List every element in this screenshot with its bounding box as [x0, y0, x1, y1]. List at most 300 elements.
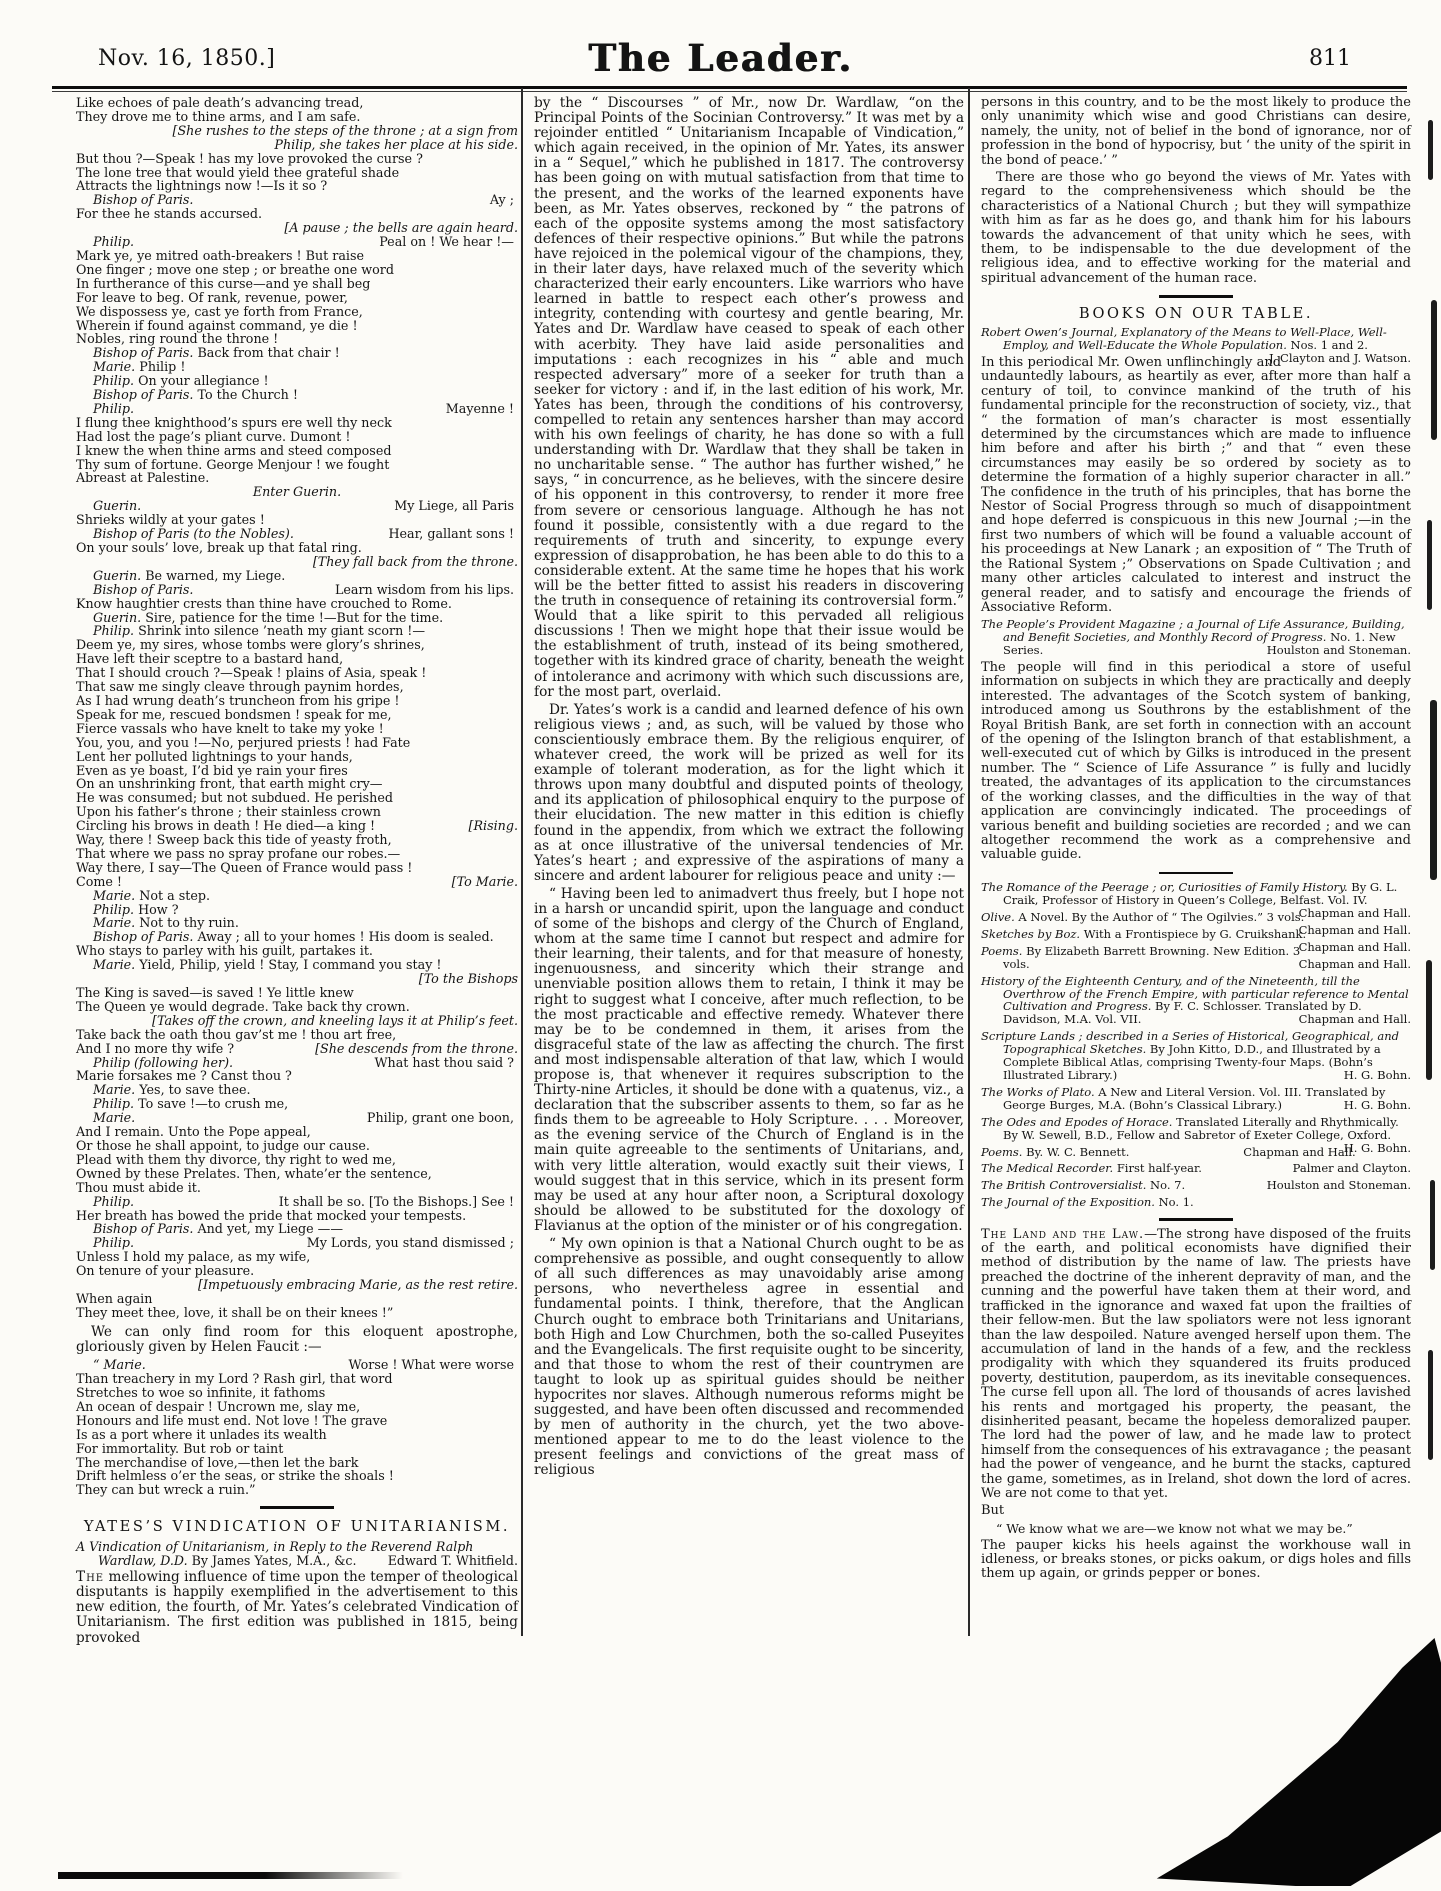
book-title: The People’s Provident Magazine ; a Journal of Life Assurance, Building, and Benefit Societies, and Monthly Record of Progress.	[981, 617, 1405, 645]
paragraph: The people will find in this periodical a store of useful information on subjects in which they are practically and deeply interested. The advantages of the Scotch system of banking, introduced among us Southrons by the establishment of the Royal British Bank, are set forth in connection with an account of the opening of the Islington branch of that establishment, a well-executed cut of which by Gilks is introduced in the present number. The “ Science of Life Assurance ” is fully and lucidly treated, the advantages of its application to the circumstances of the working classes, and the difficulties in the way of that application are convincingly indicated. The proceedings of various benefit and building societies are recorded ; and we can altogether recommend the work as a comprehensive and valuable guide.	[981, 660, 1411, 863]
verse-text: Peal on ! We hear !—	[379, 234, 514, 250]
masthead-title: The Leader.	[588, 36, 853, 80]
book-title: Robert Owen’s Journal, Explanatory of the Means to Well-Place, Well-Employ, and Well-Educate the Whole Population.	[981, 325, 1387, 353]
verse-line	[76, 583, 518, 597]
book-title: The British Controversialist.	[981, 1178, 1147, 1193]
verse-text: Deem ye, my sires, whose tombs were glory’s shrines,	[76, 637, 425, 653]
book-entry	[981, 1146, 1411, 1159]
verse-line	[76, 1428, 518, 1442]
book-detail: First half-year.	[1113, 1161, 1202, 1176]
book-detail: With a Frontispiece by G. Cruikshank.	[1080, 926, 1307, 941]
verse-line	[76, 1153, 518, 1167]
verse-text: To save !—to crush me,	[138, 1096, 289, 1112]
book-publisher: H. G. Bohn.	[1343, 1068, 1411, 1082]
verse-text: Plead with them thy divorce, thy right to wed me,	[76, 1151, 396, 1167]
book-entry	[981, 975, 1411, 1027]
verse-line	[76, 708, 518, 722]
paragraph: “ We know what we are—we know not what we may be.”	[996, 1520, 1353, 1536]
verse-line	[76, 305, 518, 319]
verse-line	[76, 791, 518, 805]
book-detail: By Elizabeth Barrett Browning. New Edition. 3 vols.	[1003, 943, 1301, 971]
verse-text: The lone tree that would yield thee grateful shade	[76, 164, 400, 180]
verse-text: Wherein if found against command, ye die !	[76, 317, 358, 333]
book-detail: No. 1. New Series.	[1003, 630, 1396, 658]
verse-text: My Liege, all Paris	[394, 498, 514, 514]
verse-text: Hear, gallant sons !	[388, 526, 514, 542]
verse-text: Stretches to woe so infinite, it fathoms	[76, 1384, 326, 1400]
speaker-name: Marie.	[93, 915, 136, 931]
book-detail: By. W. C. Bennett.	[1022, 1144, 1130, 1159]
verse-text: We dispossess ye, cast ye forth from France,	[76, 303, 363, 319]
paragraph: persons in this country, and to be the most likely to produce the only unanimity which wise and good Christians can desire, namely, the unity, not of belief in the bond of ignorance, nor of profession in the bond of hypocrisy, but ‘ the unity of the spirit in the bond of peace.’ ”	[981, 95, 1411, 168]
speaker-name: Philip.	[93, 1235, 135, 1251]
verse-text: Mark ye, ye mitred oath-breakers ! But raise	[76, 247, 364, 263]
column-middle	[534, 96, 964, 1482]
verse-text: Thy sum of fortune. George Menjour ! we fought	[76, 456, 390, 472]
verse-text: Unless I hold my palace, as my wife,	[76, 1249, 311, 1265]
verse-line	[76, 499, 518, 513]
verse-line	[76, 527, 518, 541]
verse-line	[76, 764, 518, 778]
verse-line	[76, 1456, 518, 1470]
page-number: 811	[1309, 46, 1351, 71]
verse-line	[76, 179, 518, 193]
book-entry	[981, 1179, 1411, 1192]
verse-text: [A pause ; the bells are again heard.	[284, 220, 518, 236]
verse-line	[76, 736, 518, 750]
verse-line	[76, 1000, 518, 1014]
verse-line	[76, 1111, 518, 1125]
verse-text: They can but wreck a ruin.”	[76, 1482, 256, 1498]
book-publisher: Chapman and Hall.	[1243, 1144, 1356, 1159]
speaker-name: Bishop of Paris.	[93, 1221, 194, 1237]
verse-text: That saw me singly cleave through paynim hordes,	[76, 679, 404, 695]
verse-text: I flung thee knighthood’s spurs ere well thy neck	[76, 414, 392, 430]
book-title: The Journal of the Exposition.	[981, 1195, 1155, 1210]
stage-direction: [She descends from the throne.	[315, 1040, 518, 1056]
speaker-name: Philip.	[93, 1096, 135, 1112]
verse-text: An ocean of despair ! Uncrown me, slay me,	[76, 1398, 361, 1414]
verse-text: Worse ! What were worse	[348, 1357, 514, 1373]
verse-text: On tenure of your pleasure.	[76, 1263, 255, 1279]
speaker-name: Philip.	[93, 400, 135, 416]
verse-line	[76, 1028, 518, 1042]
verse-text: [She rushes to the steps of the throne ; at a sign from	[172, 122, 518, 138]
divider-rule	[1159, 295, 1233, 298]
book-detail: No. 1.	[1154, 1195, 1194, 1210]
verse-text: Lent her polluted lightnings to your hands,	[76, 748, 353, 764]
verse-line	[76, 277, 518, 291]
verse-line	[76, 1097, 518, 1111]
scan-artifact	[1430, 1180, 1435, 1270]
paragraph: “ My own opinion is that a National Church ought to be as comprehensive as possible, and ought consequently to allow of all such differences as may unavoidably arise among persons, who nevertheless agree in essential and fundamental points. I think, therefore, that the Anglican Church ought to embrace both Trinitarians and Unitarians, both High and Low Churchmen, both the so-called Puseyites and the Evangelicals. The first requisite ought to be sincerity, and that those to whom the rest of their countrymen are taught to look up as spiritual guides should be neither hypocrites nor slaves. Although numerous reforms might be suggested, and have been often discussed and recommended by men of authority in the church, yet the two above-mentioned appear to me to do the least violence to the present feelings and convictions of the great mass of religious	[534, 1236, 964, 1479]
verse-text: Attracts the lightnings now !—Is it so ?	[76, 178, 328, 194]
book-publisher: Chapman and Hall.	[1298, 906, 1411, 921]
book-publisher: Houlston and Stoneman.	[1266, 1178, 1411, 1193]
verse-line	[76, 1236, 518, 1250]
header-rule-thin	[52, 91, 1407, 92]
book-detail: By James Yates, M.A., &c.	[187, 1552, 357, 1568]
book-publisher: J. Clayton and J. Watson.	[1269, 351, 1411, 365]
book-publisher: Chapman and Hall.	[1298, 939, 1411, 954]
verse-line	[76, 1125, 518, 1139]
verse-line	[76, 291, 518, 305]
verse-text: The King is saved—is saved ! Ye little knew	[76, 985, 354, 1000]
verse-line	[76, 96, 518, 110]
verse-line	[76, 263, 518, 277]
verse-line	[76, 555, 518, 569]
verse-line	[76, 1209, 518, 1223]
scan-artifact	[58, 1872, 403, 1879]
verse-text: Philip, she takes her place at his side.	[274, 136, 518, 152]
paragraph: There are those who go beyond the views of Mr. Yates with regard to the comprehensiveness which should be the characteristics of a National Church ; but they will sympathize with him as far as he does go, and thank him for his labours towards the advancement of that unity which he sees, with them, to be indispensable to the due development of the religious idea, and to effective working for the material and spiritual advancement of the human race.	[981, 170, 1411, 286]
verse-text: Shrieks wildly at your gates !	[76, 512, 265, 528]
verse-text: Away ; all to your homes ! His doom is sealed.	[197, 929, 494, 945]
book-title: The Works of Plato.	[981, 1084, 1095, 1099]
scan-artifact	[1427, 520, 1432, 610]
book-publisher: H. G. Bohn.	[1343, 1097, 1411, 1112]
book-title: History of the Eighteenth Century, and of the Nineteenth, till the Overthrow of the French Empire, with particular reference to Mental Cultivation and Progress.	[981, 973, 1409, 1014]
scan-artifact	[1428, 1350, 1433, 1460]
verse-line	[76, 1386, 518, 1400]
verse-line	[76, 1442, 518, 1456]
verse-line	[76, 458, 518, 472]
verse-text: Had lost the page’s pliant curve. Dumont !	[76, 428, 351, 444]
verse-line	[76, 611, 518, 625]
speaker-name: Marie.	[93, 957, 136, 973]
verse-line	[76, 833, 518, 847]
book-detail: A Novel. By the Author of “ The Ogilvies.” 3 vols.	[1014, 910, 1305, 925]
book-title: The Odes and Epodes of Horace.	[981, 1114, 1173, 1129]
divider-rule	[260, 1506, 334, 1509]
verse-text: Than treachery in my Lord ? Rash girl, that word	[76, 1371, 393, 1387]
verse-line	[76, 249, 518, 263]
verse-text: Thou must abide it.	[76, 1179, 201, 1195]
verse-text: For thee he stands accursed.	[76, 206, 263, 222]
verse-line	[76, 652, 518, 666]
verse-line	[76, 124, 518, 138]
verse-text: Even as ye boast, I’d bid ye rain your fires	[76, 762, 348, 778]
verse-line	[76, 360, 518, 374]
paragraph: “ Having been led to animadvert thus freely, but I hope not in a harsh or uncandid spirit, upon the language and conduct of some of the bishops and clergy of the Church of England, whom at the same time I cannot but respect and admire for their learning, their talents, and for that measure of honesty, ingenuousness, and sincerity which their strange and unenviable position allows them to retain, I think it may be right to suggest what I conceive, after much reflection, to be the most practicable and effective remedy. Whatever there may be to be condemned in them, it arises from the disgraceful state of the law as affecting the church. The first and most indispensable alteration of that law, which I would propose is, that whenever it requires subscription to the Thirty-nine Articles, it should be done with a quatenus, viz., a declaration that the subscriber assents to them, so far as he finds them to be agreeable to Holy Scripture. . . . Moreover, as the evening service of the Church of England is in the main quite agreeable to the sentiments of Unitarians, and, with very little alteration, would exactly suit their views, I would suggest that in this service, which in its present form may be used at any hour after noon, a Scriptural doxology should be allowed to be substituted for the doxology of Flavianus at the option of the minister or of his congregation.	[534, 885, 964, 1234]
speaker-name: Bishop of Paris.	[93, 929, 194, 945]
book-entry	[981, 1162, 1411, 1175]
verse-line	[76, 666, 518, 680]
verse-line	[76, 319, 518, 333]
speaker-name: Philip.	[93, 901, 135, 917]
verse-line	[76, 638, 518, 652]
verse-text: Speak for me, rescued bondsmen ! speak for me,	[76, 706, 392, 722]
verse-line	[76, 485, 518, 499]
verse-line	[76, 1167, 518, 1181]
verse-text: Know haughtier crests than thine have crouched to Rome.	[76, 595, 452, 611]
stage-direction: [Rising.	[468, 818, 518, 834]
verse-line	[76, 388, 518, 402]
verse-text: Way there, I say—The Queen of France would pass !	[76, 859, 413, 875]
speaker-name: Philip.	[93, 234, 135, 250]
speaker-name: Bishop of Paris.	[93, 581, 194, 597]
verse-block	[76, 1358, 518, 1497]
verse-text: He was consumed; but not subdued. He perished	[76, 790, 393, 806]
ink-blot	[1118, 1638, 1441, 1886]
scan-artifact	[1431, 300, 1437, 440]
verse-line	[76, 1292, 518, 1306]
verse-text: Upon his father’s throne ; their stainless crown	[76, 804, 381, 820]
book-title: Poems.	[981, 943, 1023, 958]
verse-line	[76, 166, 518, 180]
verse-text: Fierce vassals who have knelt to take my yoke !	[76, 720, 384, 736]
verse-line	[76, 221, 518, 235]
verse-line	[76, 138, 518, 152]
verse-text: What hast thou said ?	[374, 1054, 514, 1070]
verse-text: Her breath has bowed the pride that mocked your tempests.	[76, 1207, 467, 1223]
scan-artifact	[1428, 120, 1433, 180]
paragraph-lead: The	[76, 1568, 105, 1585]
column-left	[76, 96, 518, 1649]
verse-text: They meet thee, love, it shall be on their knees !”	[76, 1304, 394, 1320]
verse-line	[76, 1069, 518, 1083]
verse-text: My Lords, you stand dismissed ;	[306, 1235, 514, 1251]
verse-text: How ?	[138, 901, 179, 917]
book-entry	[981, 1086, 1411, 1112]
paragraph: We can only find room for this eloquent apostrophe, gloriously given by Helen Faucit :—	[76, 1323, 518, 1355]
verse-text: In furtherance of this curse—and ye shall beg	[76, 275, 371, 291]
book-publisher: H. G. Bohn.	[1343, 1140, 1411, 1155]
column-right	[981, 96, 1411, 1585]
header-rule	[52, 86, 1407, 89]
verse-text: Who stays to parley with his guilt, partakes it.	[76, 943, 373, 959]
verse-line	[76, 1222, 518, 1236]
verse-text: And I no more thy wife ?	[76, 1040, 235, 1056]
verse-line	[76, 374, 518, 388]
verse-text: Circling his brows in death ! He died—a king !	[76, 818, 376, 834]
verse-line	[76, 1014, 518, 1028]
verse-text: The Queen ye would degrade. Take back thy crown.	[76, 998, 410, 1014]
book-title: The Romance of the Peerage ; or, Curiosities of Family History.	[981, 880, 1348, 895]
column-separator-left	[521, 88, 523, 1636]
verse-text: Mayenne !	[445, 400, 514, 416]
verse-text: Is as a port where it unlades its wealth	[76, 1426, 327, 1442]
verse-text: They drove me to thine arms, and I am safe.	[76, 108, 361, 124]
verse-text: And yet, my Liege ——	[197, 1221, 344, 1237]
verse-line	[76, 694, 518, 708]
speaker-name: Philip (following her).	[93, 1054, 234, 1070]
book-detail: By F. C. Schlosser. Translated by D. Davidson, M.A. Vol. VII.	[1003, 999, 1362, 1027]
book-entry	[981, 1030, 1411, 1082]
paragraph: Dr. Yates’s work is a candid and learned defence of his own religious views ; and, as such, will be valued by those who conscientiously embrace them. By the religious enquirer, of whatever creed, the work will be prized as well for its example of tolerant moderation, as for the light which it throws upon many doubtful and disputed points of theology, and its application of philosophical enquiry to the purpose of their elucidation. The new matter in this edition is chiefly found in the appendix, from which we extract the following as at once illustrative of the universal tendencies of Mr. Yates’s heart ; and expressive of the aspirations of many a sincere and ardent labourer for religious peace and unity :—	[534, 701, 964, 884]
speaker-name: Marie.	[93, 359, 136, 375]
speaker-name: Philip.	[93, 373, 135, 389]
verse-line	[76, 972, 518, 986]
book-entry	[76, 1540, 518, 1568]
paragraph: by the “ Discourses ” of Mr., now Dr. Wardlaw, “on the Principal Points of the Socinian Controversy.” It was met by a rejoinder entitled “ Unitarianism Incapable of Vindication,” which again received, in the opinion of Mr. Yates, its answer in a “ Sequel,” which he published in 1817. The controversy has been going on with mutual satisfaction from that time to the present, and the works of the learned exponents have been, as Mr. Yates observes, reckoned by “ the patrons of each of the opposite systems among the most satisfactory defences of their respective opinions.” But while the patrons have rejoiced in the polemical vigour of the champions, they, in their later days, have relaxed much of the severity which characterized their early encounters. Like warriors who have learned in battle to respect each other’s prowess and integrity, contending with courtesy and gentle bearing, Mr. Yates and Dr. Wardlaw have ceased to speak of each other with acerbity. They have laid aside personalities and imputations : each recognizes in his “ able and much respected adversary” more of a seeker for truth than a seeker for victory : and if, in the last edition of his work, Mr. Yates has been, through the conditions of his controversy, compelled to retain any sentences harsher than may accord with his own feelings of charity, he has done so with a full understanding with Dr. Wardlaw that they shall be taken in no uncharitable sense. “ The author has further wished,” he says, “ in concurrence, as he believes, with the sincere desire of his opponent in this controversy, to render it more free from severe or censorious language. Although he has not found it possible, consistently with a due regard to the requirements of truth and sincerity, to expunge every expression of disapprobation, he has been able to do this to a considerable extent. At the same time he hopes that his work will be the better fitted to assist his readers in discovering the truth in consequence of retaining its controversial form.” Would that a like spirit to this pervaded all religious discussions ! Then we might hope that their issue would be the establishment of truth, instead of its being smothered, together with its kindred grace of charity, beneath the weight of intolerance and acrimony with which such discussions are, for the most part, overlaid.	[534, 95, 964, 700]
verse-line	[76, 569, 518, 583]
verse-text: Or those he shall appoint, to judge our cause.	[76, 1137, 370, 1153]
verse-text: Not to thy ruin.	[139, 915, 239, 931]
verse-text: I knew the when thine arms and steed composed	[76, 442, 392, 458]
verse-line	[76, 1414, 518, 1428]
verse-text: Be warned, my Liege.	[145, 567, 286, 583]
verse-line	[76, 541, 518, 555]
verse-text: You, you, and you !—No, perjured priests ! had Fate	[76, 734, 411, 750]
verse-line	[76, 750, 518, 764]
speaker-name: “ Marie.	[93, 1357, 146, 1373]
paragraph: But	[981, 1503, 1005, 1519]
verse-text: Yes, to save thee.	[139, 1082, 251, 1098]
verse-text: Marie forsakes me ? Canst thou ?	[76, 1068, 292, 1084]
verse-text: Philip !	[139, 359, 186, 375]
book-title: A Vindication of Unitarianism, in Reply to the Reverend Ralph Wardlaw, D.D.	[76, 1538, 474, 1568]
paragraph: The mellowing influence of time upon the temper of theological disputants is happily exemplified in the advertisement to this new edition, the fourth, of Mr. Yates’s celebrated Vindication of Unitarianism. The first edition was published in 1815, being provoked	[76, 1568, 518, 1646]
verse-line	[76, 1250, 518, 1264]
book-title: Sketches by Boz.	[981, 926, 1081, 941]
verse-line	[76, 944, 518, 958]
verse-text: Owned by these Prelates. Then, whate’er the sentence,	[76, 1165, 432, 1181]
book-publisher: Edward T. Whitfield.	[387, 1552, 518, 1568]
verse-text: [They fall back from the throne.	[312, 553, 518, 569]
verse-text: Back from that chair !	[197, 345, 340, 361]
verse-line	[76, 597, 518, 611]
verse-text: For leave to beg. Of rank, revenue, power,	[76, 289, 348, 305]
verse-line	[76, 332, 518, 346]
verse-text: That I should crouch ?—Speak ! plains of Asia, speak !	[76, 665, 427, 681]
verse-line	[76, 110, 518, 124]
divider-rule	[1159, 872, 1233, 875]
verse-block	[76, 96, 518, 1320]
verse-text: Have left their sceptre to a bastard hand,	[76, 651, 344, 667]
verse-line	[76, 193, 518, 207]
verse-line	[76, 986, 518, 1000]
book-entry	[981, 618, 1411, 657]
book-publisher: Houlston and Stoneman.	[1266, 643, 1411, 658]
verse-text: Way, there ! Sweep back this tide of yeasty froth,	[76, 832, 392, 848]
verse-line	[76, 1056, 518, 1070]
book-entry	[981, 1196, 1411, 1209]
verse-text: Shrink into silence ’neath my giant scorn !—	[138, 623, 426, 639]
verse-line	[76, 1372, 518, 1386]
book-detail: Translated Literally and Rhythmically. By W. Sewell, B.D., Fellow and Sabretor of Exeter College, Oxford.	[1003, 1114, 1399, 1142]
speaker-name: Bishop of Paris (to the Nobles).	[93, 526, 294, 542]
verse-line	[76, 152, 518, 166]
scan-artifact	[1430, 700, 1437, 880]
section-heading: YATES’S VINDICATION OF UNITARIANISM.	[83, 1517, 511, 1535]
book-publisher: Chapman and Hall.	[1298, 922, 1411, 937]
verse-line	[76, 1400, 518, 1414]
paragraph-lead: The Land and the Law.	[981, 1226, 1145, 1242]
column-separator-right	[968, 88, 970, 1636]
verse-line	[76, 235, 518, 249]
verse-text: But thou ?—Speak ! has my love provoked the curse ?	[76, 150, 423, 166]
verse-line	[76, 930, 518, 944]
speaker-name: Guerin.	[93, 498, 142, 514]
book-publisher: Chapman and Hall.	[1298, 1012, 1411, 1027]
verse-line	[76, 1264, 518, 1278]
speaker-name: Bishop of Paris.	[93, 345, 194, 361]
verse-line	[76, 1195, 518, 1209]
verse-text: And I remain. Unto the Pope appeal,	[76, 1124, 311, 1140]
verse-line	[76, 889, 518, 903]
verse-line	[76, 207, 518, 221]
verse-line	[76, 1139, 518, 1153]
verse-text: On your souls’ love, break up that fatal ring.	[76, 540, 362, 555]
book-detail: No. 7.	[1146, 1178, 1186, 1193]
verse-line	[76, 1483, 518, 1497]
speaker-name: Marie.	[93, 1082, 136, 1098]
verse-line	[76, 680, 518, 694]
verse-line	[76, 346, 518, 360]
verse-text: [Impetuously embracing Marie, as the rest retire.	[198, 1277, 518, 1293]
verse-line	[76, 903, 518, 917]
verse-text: As I had wrung death’s truncheon from his gripe !	[76, 692, 400, 708]
speaker-name: Marie.	[93, 1110, 136, 1126]
speaker-name: Bishop of Paris.	[93, 192, 194, 208]
verse-text: Like echoes of pale death’s advancing tread,	[76, 95, 364, 110]
verse-text: That where we pass no spray profane our robes.—	[76, 845, 401, 861]
verse-text: Honours and life must end. Not love ! The grave	[76, 1412, 388, 1428]
verse-text: Abreast at Palestine.	[76, 470, 210, 486]
verse-line	[76, 624, 518, 638]
book-detail: By G. L. Craik, Professor of History in Queen’s College, Belfast. Vol. IV.	[1003, 880, 1398, 908]
speaker-name: Philip.	[93, 623, 135, 639]
speaker-name: Guerin.	[93, 609, 142, 625]
verse-line	[76, 1358, 518, 1372]
verse-text: When again	[76, 1290, 153, 1306]
verse-line	[76, 847, 518, 861]
divider-rule	[1159, 1218, 1233, 1221]
verse-line	[76, 1042, 518, 1056]
issue-date: Nov. 16, 1850.]	[98, 46, 276, 71]
verse-text: Drift helmless o’er the seas, or strike the shoals !	[76, 1468, 394, 1484]
verse-line	[76, 444, 518, 458]
book-title: Olive.	[981, 910, 1015, 925]
verse-text: The merchandise of love,—then let the bark	[76, 1454, 359, 1470]
verse-line	[76, 805, 518, 819]
verse-line	[76, 819, 518, 833]
verse-text: Learn wisdom from his lips.	[334, 581, 514, 597]
verse-line	[76, 402, 518, 416]
verse-text: Enter Guerin.	[252, 484, 342, 500]
verse-text: One finger ; move one step ; or breathe one word	[76, 261, 394, 277]
book-title: The Medical Recorder.	[981, 1161, 1114, 1176]
verse-text: Philip, grant one boon,	[366, 1110, 514, 1126]
speaker-name: Philip.	[93, 1193, 135, 1209]
section-heading: BOOKS ON OUR TABLE.	[1078, 304, 1314, 322]
book-entry	[981, 325, 1411, 365]
verse-line	[76, 722, 518, 736]
verse-text: [Takes off the crown, and kneeling lays it at Philip’s feet.	[152, 1012, 518, 1028]
verse-line	[76, 1278, 518, 1292]
verse-line	[76, 416, 518, 430]
verse-text: Come !	[76, 873, 123, 889]
verse-line	[76, 1181, 518, 1195]
verse-text: To the Church !	[197, 387, 298, 403]
verse-line	[76, 958, 518, 972]
speaker-name: Guerin.	[93, 567, 142, 583]
book-detail: Nos. 1 and 2.	[1286, 338, 1368, 353]
verse-line	[76, 471, 518, 485]
paragraph: In this periodical Mr. Owen unflinchingly and undauntedly labours, as heartily as ever, after more than half a century of toil, to convince mankind of the truth of his fundamental principle for the reconstruction of society, viz., that “ the formation of man’s character is most essentially determined by the circumstances which are made to influence him before and after his birth ;” and that “ even these circumstances may easily be so ordered by society as to determine the formation of a highly superior character in all.” The confidence in the truth of his principles, that has borne the Nestor of Social Progress through so much of disappointment and hope deferred is conspicuous in this new Journal ;—in the first two numbers of which will be found a valuable account of his proceedings at New Lanark ; an exposition of “ The Truth of the Rational System ;” Observations on Spade Cultivation ; and many other articles calculated to interest and instruct the general reader, and to satisfy and encourage the friends of Associative Reform.	[981, 355, 1411, 615]
verse-text: It shall be so. [To the Bishops.] See !	[278, 1193, 514, 1209]
verse-text: Sire, patience for the time !—But for the time.	[145, 609, 444, 625]
speaker-name: Bishop of Paris.	[93, 387, 194, 403]
book-detail: By John Kitto, D.D., and Illustrated by a Complete Biblical Atlas, comprising Twenty-four Maps. (Bohn’s Illustrated Library.)	[1003, 1042, 1381, 1082]
verse-text: Take back the oath thou gav’st me ! thou art free,	[76, 1026, 397, 1042]
book-detail: A New and Literal Version. Vol. III. Translated by George Burges, M.A. (Bohn’s Classical Library.)	[1003, 1084, 1386, 1112]
stage-direction: [To Marie.	[451, 873, 518, 889]
paragraph: The pauper kicks his heels against the workhouse wall in idleness, or breaks stones, or picks oakum, or digs holes and fills them up again, or grinds pepper or bones.	[981, 1537, 1411, 1582]
book-title: Scripture Lands ; described in a Series of Historical, Geographical, and Topographical Sketches.	[981, 1029, 1399, 1057]
book-title: Poems.	[981, 1144, 1023, 1159]
